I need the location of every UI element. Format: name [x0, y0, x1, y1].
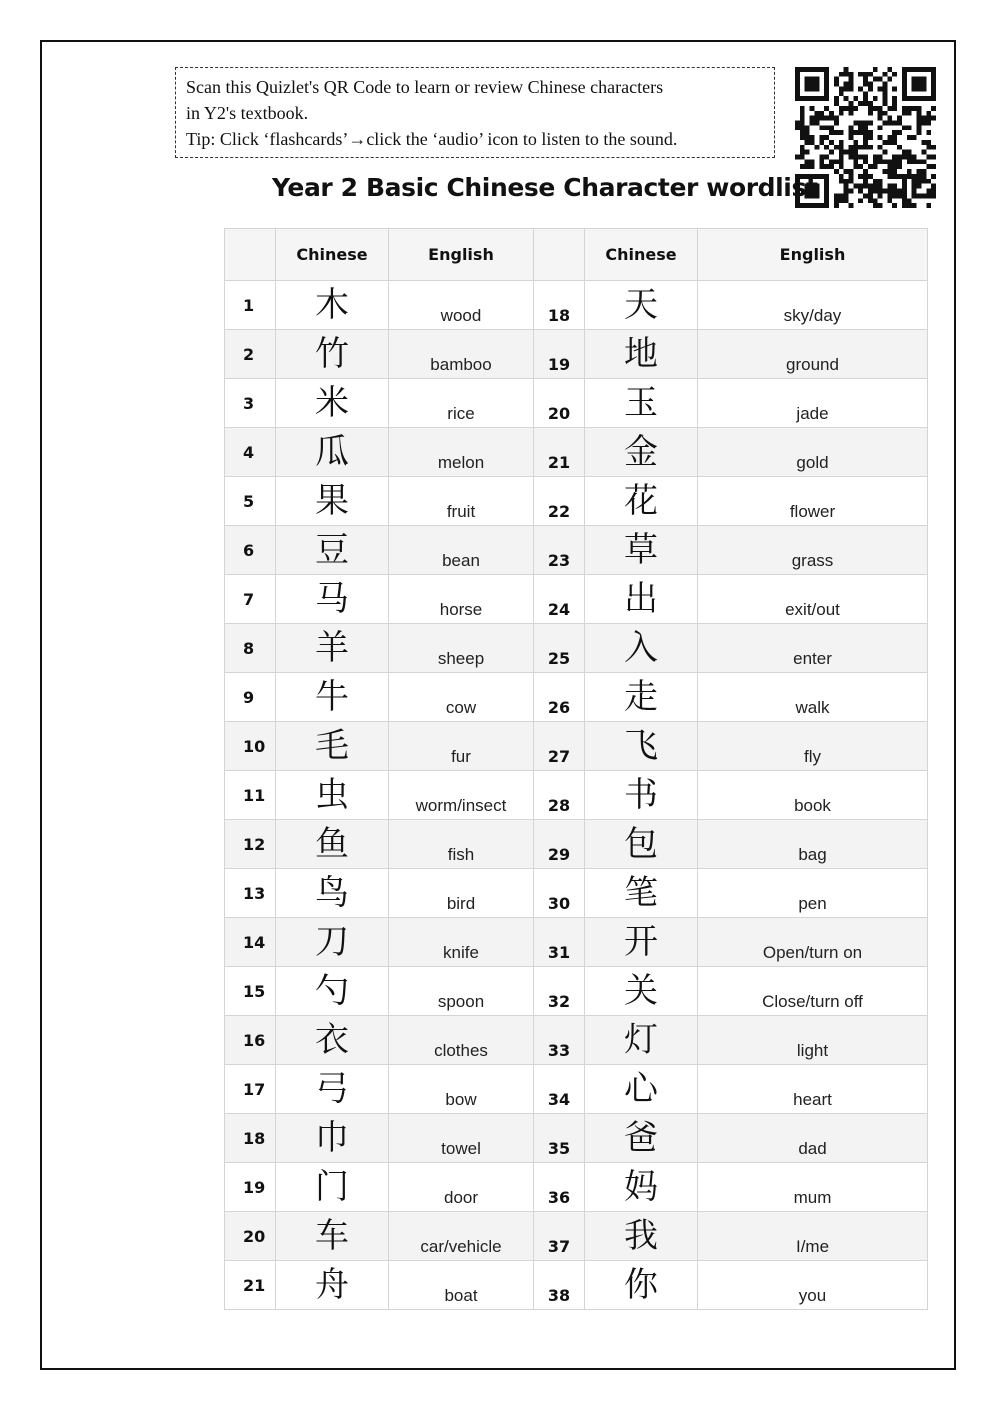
english-meaning-left: fish — [389, 820, 534, 869]
english-meaning-right: I/me — [698, 1212, 928, 1261]
chinese-character-right: 金 — [585, 428, 698, 477]
word-number-right: 28 — [534, 771, 585, 820]
word-number-right: 22 — [534, 477, 585, 526]
word-number-right: 21 — [534, 428, 585, 477]
header-chinese-right: Chinese — [585, 229, 698, 281]
table-row — [225, 575, 928, 624]
table-row — [225, 428, 928, 477]
english-meaning-right: enter — [698, 624, 928, 673]
word-number-left: 13 — [225, 869, 276, 918]
word-number-left: 7 — [225, 575, 276, 624]
table-row — [225, 281, 928, 330]
english-meaning-right: exit/out — [698, 575, 928, 624]
chinese-character-right: 我 — [585, 1212, 698, 1261]
table-row — [225, 1114, 928, 1163]
table-row — [225, 1212, 928, 1261]
english-meaning-right: light — [698, 1016, 928, 1065]
word-number-right: 27 — [534, 722, 585, 771]
english-meaning-left: spoon — [389, 967, 534, 1016]
english-meaning-right: sky/day — [698, 281, 928, 330]
header-english-right: English — [698, 229, 928, 281]
english-meaning-left: cow — [389, 673, 534, 722]
english-meaning-left: towel — [389, 1114, 534, 1163]
english-meaning-right: fly — [698, 722, 928, 771]
chinese-character-left: 马 — [276, 575, 389, 624]
word-number-left: 9 — [225, 673, 276, 722]
english-meaning-right: mum — [698, 1163, 928, 1212]
word-number-right: 23 — [534, 526, 585, 575]
word-number-left: 16 — [225, 1016, 276, 1065]
english-meaning-left: sheep — [389, 624, 534, 673]
english-meaning-right: gold — [698, 428, 928, 477]
english-meaning-right: bag — [698, 820, 928, 869]
chinese-character-left: 竹 — [276, 330, 389, 379]
chinese-character-left: 舟 — [276, 1261, 389, 1310]
english-meaning-right: Open/turn on — [698, 918, 928, 967]
table-row — [225, 1016, 928, 1065]
header-number-right — [534, 229, 585, 281]
word-number-left: 18 — [225, 1114, 276, 1163]
chinese-character-left: 木 — [276, 281, 389, 330]
english-meaning-right: flower — [698, 477, 928, 526]
word-number-left: 19 — [225, 1163, 276, 1212]
word-number-left: 11 — [225, 771, 276, 820]
word-number-right: 20 — [534, 379, 585, 428]
chinese-character-right: 花 — [585, 477, 698, 526]
word-number-right: 18 — [534, 281, 585, 330]
table-header-row — [225, 229, 928, 281]
chinese-character-right: 草 — [585, 526, 698, 575]
chinese-character-right: 心 — [585, 1065, 698, 1114]
chinese-character-left: 果 — [276, 477, 389, 526]
word-number-right: 36 — [534, 1163, 585, 1212]
word-number-right: 30 — [534, 869, 585, 918]
chinese-character-left: 鱼 — [276, 820, 389, 869]
table-row — [225, 673, 928, 722]
chinese-character-right: 爸 — [585, 1114, 698, 1163]
english-meaning-left: bird — [389, 869, 534, 918]
word-number-left: 20 — [225, 1212, 276, 1261]
chinese-character-right: 笔 — [585, 869, 698, 918]
header-english-left: English — [389, 229, 534, 281]
english-meaning-left: worm/insect — [389, 771, 534, 820]
word-number-right: 34 — [534, 1065, 585, 1114]
chinese-character-left: 牛 — [276, 673, 389, 722]
word-number-right: 19 — [534, 330, 585, 379]
chinese-character-left: 弓 — [276, 1065, 389, 1114]
wordlist-table — [224, 228, 928, 1310]
chinese-character-left: 门 — [276, 1163, 389, 1212]
english-meaning-left: boat — [389, 1261, 534, 1310]
chinese-character-left: 瓜 — [276, 428, 389, 477]
word-number-right: 31 — [534, 918, 585, 967]
word-number-right: 33 — [534, 1016, 585, 1065]
chinese-character-right: 灯 — [585, 1016, 698, 1065]
table-row — [225, 1261, 928, 1310]
table-row — [225, 477, 928, 526]
english-meaning-right: pen — [698, 869, 928, 918]
instruction-tip: Tip: Click ‘flashcards’→click the ‘audio’ icon to listen to the sound. — [186, 129, 678, 149]
english-meaning-left: bow — [389, 1065, 534, 1114]
english-meaning-left: clothes — [389, 1016, 534, 1065]
table-row — [225, 330, 928, 379]
chinese-character-right: 开 — [585, 918, 698, 967]
english-meaning-left: door — [389, 1163, 534, 1212]
english-meaning-right: jade — [698, 379, 928, 428]
english-meaning-right: ground — [698, 330, 928, 379]
chinese-character-left: 羊 — [276, 624, 389, 673]
english-meaning-right: Close/turn off — [698, 967, 928, 1016]
page-title: Year 2 Basic Chinese Character wordlist — [272, 173, 818, 202]
english-meaning-left: bean — [389, 526, 534, 575]
table-row — [225, 820, 928, 869]
chinese-character-left: 车 — [276, 1212, 389, 1261]
word-number-left: 4 — [225, 428, 276, 477]
word-number-right: 25 — [534, 624, 585, 673]
english-meaning-right: walk — [698, 673, 928, 722]
english-meaning-left: knife — [389, 918, 534, 967]
word-number-left: 5 — [225, 477, 276, 526]
table-row — [225, 526, 928, 575]
english-meaning-right: you — [698, 1261, 928, 1310]
word-number-left: 3 — [225, 379, 276, 428]
instruction-line-2: in Y2's textbook. — [186, 103, 309, 123]
chinese-character-right: 关 — [585, 967, 698, 1016]
chinese-character-right: 出 — [585, 575, 698, 624]
table-row — [225, 1065, 928, 1114]
chinese-character-right: 玉 — [585, 379, 698, 428]
word-number-left: 10 — [225, 722, 276, 771]
chinese-character-right: 天 — [585, 281, 698, 330]
word-number-left: 12 — [225, 820, 276, 869]
chinese-character-left: 米 — [276, 379, 389, 428]
chinese-character-left: 勺 — [276, 967, 389, 1016]
word-number-left: 1 — [225, 281, 276, 330]
word-number-left: 6 — [225, 526, 276, 575]
word-number-right: 24 — [534, 575, 585, 624]
quizlet-instructions — [175, 67, 775, 158]
english-meaning-left: bamboo — [389, 330, 534, 379]
english-meaning-right: heart — [698, 1065, 928, 1114]
english-meaning-right: grass — [698, 526, 928, 575]
word-number-right: 37 — [534, 1212, 585, 1261]
word-number-left: 15 — [225, 967, 276, 1016]
table-row — [225, 967, 928, 1016]
chinese-character-right: 飞 — [585, 722, 698, 771]
chinese-character-left: 刀 — [276, 918, 389, 967]
word-number-left: 8 — [225, 624, 276, 673]
word-number-left: 2 — [225, 330, 276, 379]
english-meaning-left: melon — [389, 428, 534, 477]
word-number-right: 26 — [534, 673, 585, 722]
english-meaning-left: fur — [389, 722, 534, 771]
chinese-character-right: 书 — [585, 771, 698, 820]
english-meaning-left: horse — [389, 575, 534, 624]
chinese-character-left: 毛 — [276, 722, 389, 771]
chinese-character-left: 虫 — [276, 771, 389, 820]
header-chinese-left: Chinese — [276, 229, 389, 281]
english-meaning-right: dad — [698, 1114, 928, 1163]
word-number-right: 29 — [534, 820, 585, 869]
chinese-character-left: 鸟 — [276, 869, 389, 918]
word-number-left: 17 — [225, 1065, 276, 1114]
chinese-character-right: 包 — [585, 820, 698, 869]
chinese-character-right: 妈 — [585, 1163, 698, 1212]
header-number-left — [225, 229, 276, 281]
english-meaning-right: book — [698, 771, 928, 820]
word-number-right: 38 — [534, 1261, 585, 1310]
chinese-character-left: 巾 — [276, 1114, 389, 1163]
table-row — [225, 869, 928, 918]
chinese-character-left: 衣 — [276, 1016, 389, 1065]
chinese-character-right: 地 — [585, 330, 698, 379]
word-number-right: 35 — [534, 1114, 585, 1163]
chinese-character-left: 豆 — [276, 526, 389, 575]
english-meaning-left: car/vehicle — [389, 1212, 534, 1261]
word-number-left: 21 — [225, 1261, 276, 1310]
table-row — [225, 379, 928, 428]
english-meaning-left: wood — [389, 281, 534, 330]
word-number-right: 32 — [534, 967, 585, 1016]
instruction-line-1: Scan this Quizlet's QR Code to learn or review Chinese characters — [186, 77, 664, 97]
word-number-left: 14 — [225, 918, 276, 967]
table-row — [225, 624, 928, 673]
table-row — [225, 1163, 928, 1212]
table-row — [225, 918, 928, 967]
table-row — [225, 771, 928, 820]
chinese-character-right: 你 — [585, 1261, 698, 1310]
chinese-character-right: 入 — [585, 624, 698, 673]
english-meaning-left: fruit — [389, 477, 534, 526]
english-meaning-left: rice — [389, 379, 534, 428]
chinese-character-right: 走 — [585, 673, 698, 722]
table-row — [225, 722, 928, 771]
